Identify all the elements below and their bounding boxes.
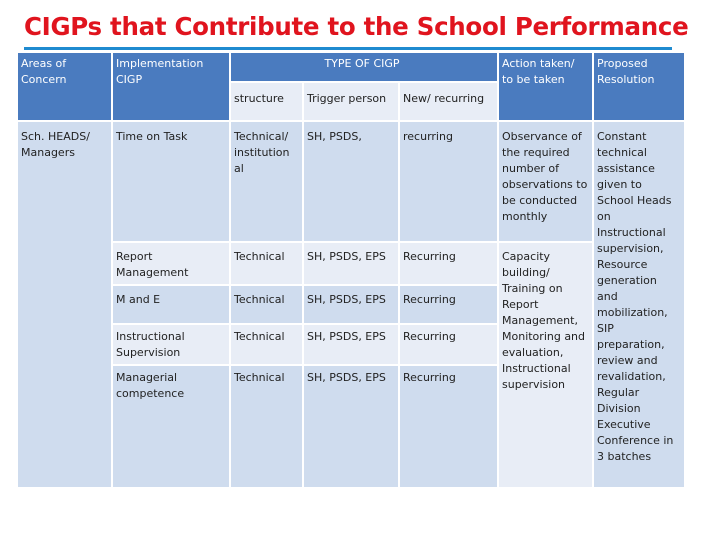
table-cell-recurring: Recurring: [400, 243, 497, 284]
title-underline: [24, 47, 672, 50]
header-type-of-cigp: TYPE OF CIGP: [231, 53, 497, 81]
proposed-resolution-cell: Constant technical assistance given to School Heads on Instructional supervision, Resource generation and mobilization, SIP preparation, review and revalidation, Regular Division Executive Conference in 3 batches: [594, 122, 684, 487]
table-cell-structure: Technical: [231, 243, 302, 284]
table-cell-recurring: Recurring: [400, 366, 497, 487]
table-cell-implementation: M and E: [113, 286, 229, 323]
table-cell-trigger: SH, PSDS, EPS: [304, 366, 398, 487]
header-action-taken: Action taken/ to be taken: [499, 53, 592, 120]
area-of-concern-cell: Sch. HEADS/ Managers: [18, 122, 111, 487]
table-cell-recurring: Recurring: [400, 325, 497, 364]
table-cell-trigger: SH, PSDS,: [304, 122, 398, 241]
header-proposed-resolution: Proposed Resolution: [594, 53, 684, 120]
table-cell-implementation: Time on Task: [113, 122, 229, 241]
header-trigger-person: Trigger person: [304, 83, 398, 120]
header-implementation-cigp: Implementation CIGP: [113, 53, 229, 120]
action-cell-observance: Observance of the required number of observations to be conducted monthly: [499, 122, 592, 241]
table-cell-structure: Technical/ institution al: [231, 122, 302, 241]
header-new-recurring: New/ recurring: [400, 83, 497, 120]
action-cell-capacity-building: Capacity building/ Training on Report Management, Monitoring and evaluation, Instructional supervision: [499, 243, 592, 487]
header-areas-of-concern: Areas of Concern: [18, 53, 111, 120]
table-cell-implementation: Managerial competence: [113, 366, 229, 487]
table-cell-structure: Technical: [231, 286, 302, 323]
table-cell-structure: Technical: [231, 325, 302, 364]
cigp-table: [18, 53, 684, 465]
table-cell-implementation: Report Management: [113, 243, 229, 284]
table-cell-recurring: recurring: [400, 122, 497, 241]
table-cell-trigger: SH, PSDS, EPS: [304, 243, 398, 284]
header-structure: structure: [231, 83, 302, 120]
table-cell-structure: Technical: [231, 366, 302, 487]
slide-title: CIGPs that Contribute to the School Performance: [24, 12, 689, 41]
table-cell-recurring: Recurring: [400, 286, 497, 323]
table-cell-trigger: SH, PSDS, EPS: [304, 325, 398, 364]
table-cell-implementation: Instructional Supervision: [113, 325, 229, 364]
table-cell-trigger: SH, PSDS, EPS: [304, 286, 398, 323]
